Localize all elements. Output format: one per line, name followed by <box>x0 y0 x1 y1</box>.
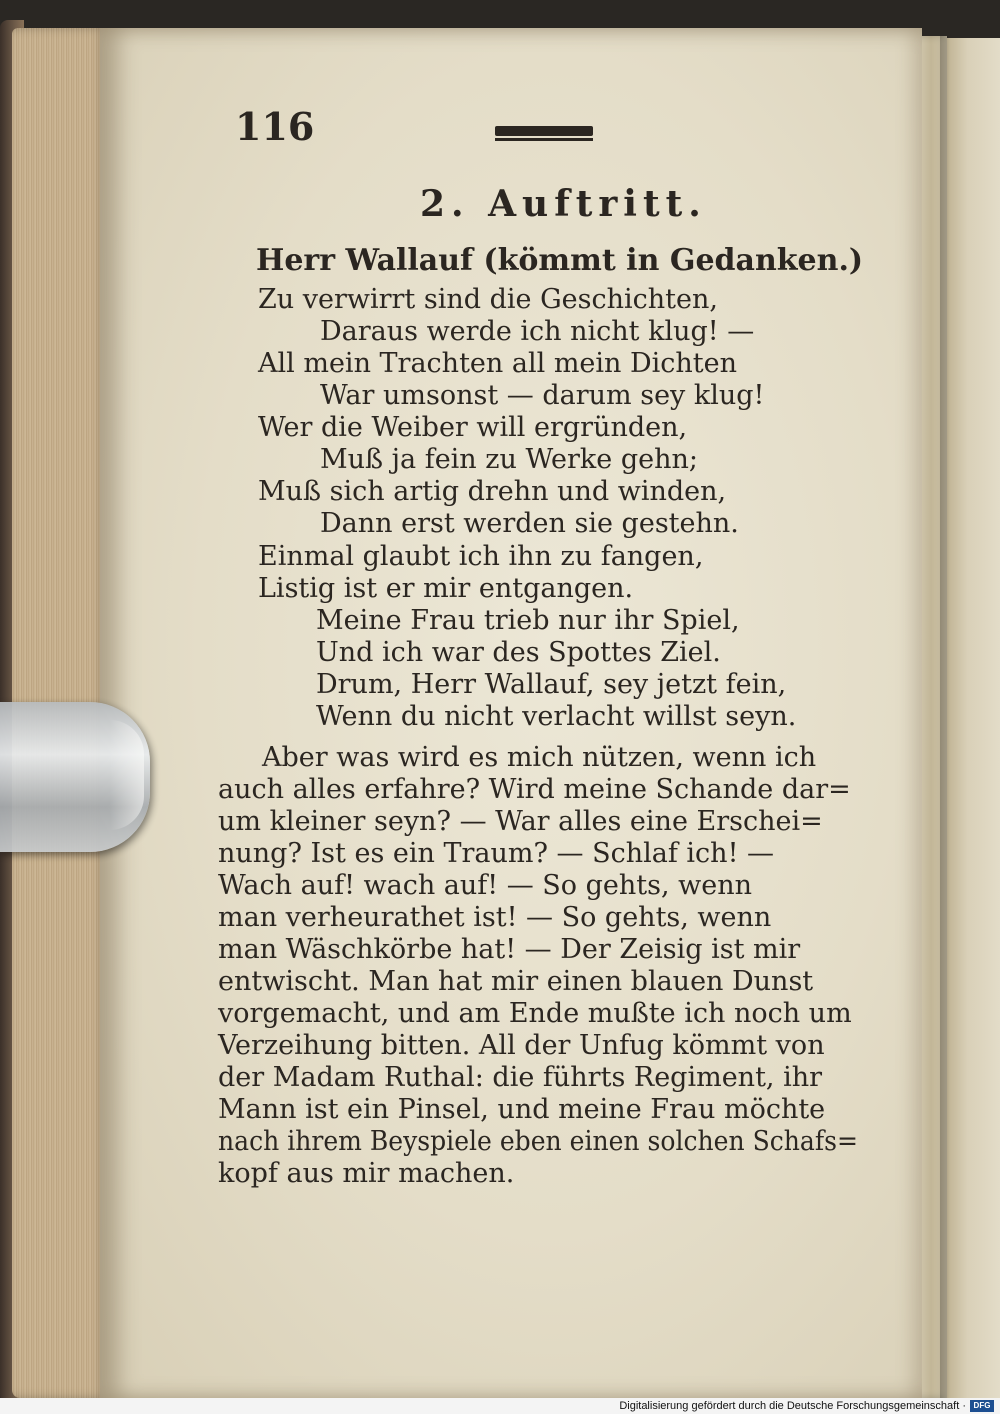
speaker-line: Herr Wallauf (kömmt in Gedanken.) <box>256 243 864 278</box>
verse-line: Einmal glaubt ich ihn zu fangen, <box>258 541 704 572</box>
prose-line: um kleiner seyn? — War alles eine Erschei= <box>218 806 823 837</box>
prose-line: man verheurathet ist! — So gehts, wenn <box>218 902 772 933</box>
prose-line: Aber was wird es mich nützen, wenn ich <box>262 742 817 773</box>
prose-line: kopf aus mir machen. <box>218 1158 515 1189</box>
verse-line: Zu verwirrt sind die Geschichten, <box>258 284 718 315</box>
prose-line: auch alles erfahre? Wird meine Schande dar= <box>218 774 851 805</box>
verse-line: Muß ja fein zu Werke gehn; <box>320 444 698 475</box>
funding-credit: Digitalisierung gefördert durch die Deutsche Forschungsgemeinschaft · <box>619 1400 966 1412</box>
header-ornament <box>495 126 593 136</box>
verse-line: Dann erst werden sie gestehn. <box>320 508 739 539</box>
prose-line: Verzeihung bitten. All der Unfug kömmt von <box>218 1030 825 1061</box>
verse-line: Drum, Herr Wallauf, sey jetzt fein, <box>316 669 787 700</box>
verse-line: Meine Frau trieb nur ihr Spiel, <box>316 605 740 636</box>
prose-line: Mann ist ein Pinsel, und meine Frau möchte <box>218 1094 826 1125</box>
dfg-logo: DFG <box>970 1400 994 1412</box>
prose-line: vorgemacht, und am Ende mußte ich noch um <box>218 998 852 1029</box>
scene-title: 2. Auftritt. <box>420 183 707 225</box>
prose-line: entwischt. Man hat mir einen blauen Dunst <box>218 966 814 997</box>
gutter-shadow <box>940 36 950 1398</box>
verse-line: Daraus werde ich nicht klug! — <box>320 316 755 347</box>
prose-line: der Madam Ruthal: die führts Regiment, ihr <box>218 1062 823 1093</box>
prose-line: man Wäschkörbe hat! — Der Zeisig ist mir <box>218 934 801 965</box>
verse-line: All mein Trachten all mein Dichten <box>258 348 738 379</box>
verse-line: Muß sich artig drehn und winden, <box>258 476 727 507</box>
verse-line: Listig ist er mir entgangen. <box>258 573 634 604</box>
page-holder-clip <box>0 702 150 852</box>
verse-line: Wenn du nicht verlacht willst seyn. <box>316 701 797 732</box>
facing-page-edge <box>946 38 1000 1398</box>
prose-line: Wach auf! wach auf! — So gehts, wenn <box>218 870 753 901</box>
verse-line: Und ich war des Spottes Ziel. <box>316 637 721 668</box>
verse-line: War umsonst — darum sey klug! <box>320 380 765 411</box>
prose-line: nach ihrem Beyspiele eben einen solchen Schafs= <box>218 1126 859 1157</box>
prose-line: nung? Ist es ein Traum? — Schlaf ich! — <box>218 838 775 869</box>
page-number: 116 <box>235 104 315 149</box>
verse-line: Wer die Weiber will ergründen, <box>258 412 688 443</box>
